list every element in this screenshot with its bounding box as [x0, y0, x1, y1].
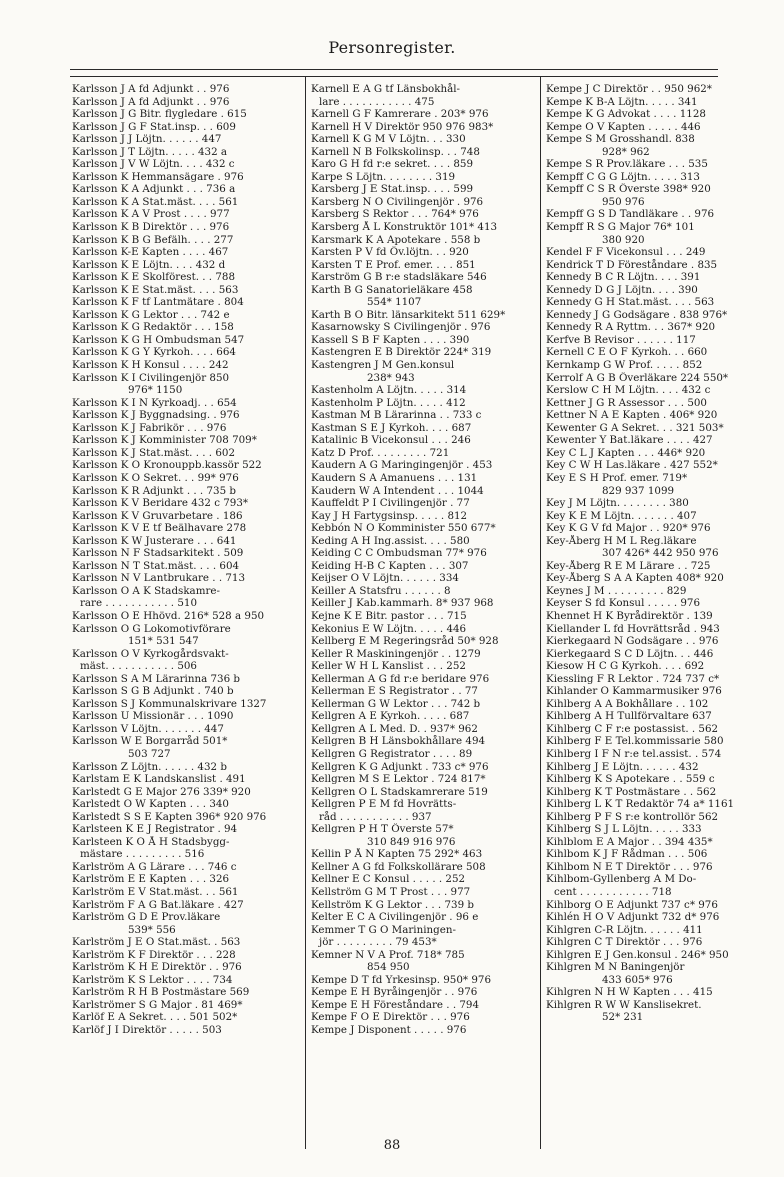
- register-entry: Karnell K G M V Löjtn. . . 330: [311, 133, 466, 146]
- register-entry: 380 920: [602, 233, 645, 246]
- register-entry: Kastman M B Lärarinna . . 733 c: [311, 409, 482, 422]
- register-entry: Kempe D T fd Yrkesinsp. 950* 976: [311, 973, 491, 986]
- register-entry: Karlsson K A Adjunkt . . . 736 a: [72, 183, 236, 196]
- register-entry: Karlsson K G Redaktör . . . 158: [72, 321, 234, 334]
- register-entry: Kempe K G Advokat . . . . 1128: [546, 108, 706, 121]
- register-entry: Kewenter Y Bat.läkare . . . . 427: [546, 434, 713, 447]
- register-entry: Karlsson K G H Ombudsman 547: [72, 333, 245, 346]
- register-entry: Kennedy D G J Löjtn. . . . 390: [546, 283, 698, 296]
- register-entry: Karlsson U Missionär . . . 1090: [72, 710, 234, 723]
- column-divider: [540, 76, 541, 1149]
- register-entry: Kastenholm P Löjtn. . . . . 412: [311, 396, 466, 409]
- register-entry: Karlstedt O W Kapten . . . 340: [72, 798, 229, 811]
- register-entry: Kellgren A L Med. D. . 937* 962: [311, 722, 478, 735]
- register-entry: Karlsson J J Löjtn. . . . . . 447: [72, 133, 222, 146]
- register-entry: Karlsson K-E Kapten . . . . 467: [72, 246, 229, 259]
- register-entry: Kernkamp G W Prof. . . . . 852: [546, 359, 703, 372]
- register-entry: Kihlberg C F r:e postassist. . 562: [546, 722, 719, 735]
- register-entry: Kihlbom N E T Direktör . . . 976: [546, 860, 713, 873]
- register-entry: Kellberg E M Regeringsråd 50* 928: [311, 635, 499, 648]
- register-entry: Karo G H fd r:e sekret. . . . 859: [311, 158, 474, 171]
- register-entry: Keyser S fd Konsul . . . . . 976: [546, 597, 701, 610]
- register-entry: Kennedy B C R Löjtn. . . . 391: [546, 271, 701, 284]
- register-entry: Kaudern W A Intendent . . . 1044: [311, 484, 484, 497]
- register-entry: Karlöf J I Direktör . . . . . 503: [72, 1024, 222, 1037]
- register-entry: Kewenter G A Sekret. . . 321 503*: [546, 421, 724, 434]
- register-entry: Kennedy G H Stat.mäst. . . . 563: [546, 296, 715, 309]
- register-entry: Karlstedt S S E Kapten 396* 920 976: [72, 810, 267, 823]
- register-entry: Kebbón N O Komminister 550 677*: [311, 522, 496, 535]
- register-entry: Karlsson Z Löjtn. . . . . . 432 b: [72, 760, 227, 773]
- register-entry: Kellgren B H Länsbokhållare 494: [311, 735, 486, 748]
- register-entry: Kiellander L fd Hovrättsråd . 943: [546, 622, 720, 635]
- register-entry: 539* 556: [128, 923, 176, 936]
- register-entry: Kempe O V Kapten . . . . . 446: [546, 120, 701, 133]
- register-entry: 307 426* 442 950 976: [602, 547, 719, 560]
- register-column-2: [311, 83, 537, 1037]
- register-entry: Karlsson K I N Kyrkoadj. . . 654: [72, 396, 237, 409]
- register-entry: 151* 531 547: [128, 635, 199, 648]
- register-entry: Karlsson K G Lektor . . . 742 e: [72, 308, 230, 321]
- register-entry: Kihlberg K S Apotekare . . 559 c: [546, 773, 715, 786]
- register-entry: Kihlgren R W W Kanslisekret.: [546, 998, 702, 1011]
- register-entry: Kihlberg L K T Redaktör 74 a* 1161: [546, 798, 735, 811]
- register-entry: Karlsson V Löjtn. . . . . . . 447: [72, 722, 224, 735]
- register-entry: Kaudern S A Amanuens . . . 131: [311, 471, 478, 484]
- register-entry: Kierkegaard S C D Löjtn. . . 446: [546, 647, 714, 660]
- register-entry: Keijser O V Löjtn. . . . . . 334: [311, 572, 459, 585]
- register-entry: 52* 231: [602, 1011, 644, 1024]
- register-entry: Kellerman A G fd r:e beridare 976: [311, 672, 490, 685]
- register-entry: Kassell S B F Kapten . . . . 390: [311, 333, 470, 346]
- register-entry: Kemner N V A Prof. 718* 785: [311, 948, 465, 961]
- register-entry: Karlsson K E Skolförest. . . 788: [72, 271, 236, 284]
- register-entry: Kelter E C A Civilingenjör . 96 e: [311, 911, 479, 924]
- register-entry: 433 605* 976: [602, 973, 673, 986]
- register-entry: Kastenholm A Löjtn. . . . . 314: [311, 384, 467, 397]
- register-entry: Kempff G S D Tandläkare . . 976: [546, 208, 715, 221]
- register-entry: Karlsson K A V Prost . . . . 977: [72, 208, 230, 221]
- register-entry: Karlsson N V Lantbrukare . . 713: [72, 572, 246, 585]
- register-entry: Karnell E A G tf Länsbokhål-: [311, 83, 461, 95]
- register-column-3: [546, 83, 778, 1024]
- register-entry: Karlsteen K E J Registrator . 94: [72, 823, 238, 836]
- register-entry: Kendel F F Vicekonsul . . . 249: [546, 246, 706, 259]
- register-entry: Kempe S M Grosshandl. 838: [546, 133, 695, 146]
- register-entry: Kastman S E J Kyrkoh. . . . 687: [311, 421, 472, 434]
- page-title: Personregister.: [328, 38, 456, 57]
- register-entry: Karlsson K A Stat.mäst. . . . 561: [72, 195, 239, 208]
- register-entry: Kellner A G fd Folkskollärare 508: [311, 860, 486, 873]
- register-entry: Kihlander O Kammarmusiker 976: [546, 685, 722, 698]
- register-entry: Kempe S R Prov.läkare . . . 535: [546, 158, 708, 171]
- register-entry: mästare . . . . . . . . . 516: [80, 848, 205, 861]
- register-entry: 829 937 1099: [602, 484, 675, 497]
- register-entry: Kempff C S R Överste 398* 920: [546, 183, 711, 196]
- register-entry: Kastengren E B Direktör 224* 319: [311, 346, 492, 359]
- register-entry: Keiller A Statsfru . . . . . . 8: [311, 584, 451, 597]
- register-entry: Karlström R H B Postmästare 569: [72, 986, 250, 999]
- register-entry: Kennedy R A Ryttm. . . 367* 920: [546, 321, 716, 334]
- register-entry: Kastengren J M Gen.konsul: [311, 359, 455, 372]
- register-entry: Khennet H K Byrådirektör . 139: [546, 609, 713, 622]
- register-entry: Kellgren M S E Lektor . 724 817*: [311, 773, 486, 786]
- register-entry: 928* 962: [602, 145, 650, 158]
- register-entry: Karlsson S J Kommunalskrivare 1327: [72, 697, 267, 710]
- register-entry: mäst. . . . . . . . . . . 506: [80, 660, 197, 673]
- register-entry: Kihlgren C T Direktör . . . 976: [546, 936, 703, 949]
- register-entry: Kernell C E O F Kyrkoh. . . 660: [546, 346, 708, 359]
- register-entry: Karlstam E K Landskanslist . 491: [72, 773, 246, 786]
- register-entry: Karlsson K B Direktör . . . 976: [72, 221, 230, 234]
- register-entry: Kellerman G W Lektor . . . 742 b: [311, 697, 481, 710]
- register-entry: Karpe S Löjtn. . . . . . . . 319: [311, 170, 456, 183]
- register-entry: Karlsson K R Adjunkt . . . 735 b: [72, 484, 237, 497]
- register-entry: Kierkegaard N Godsägare . . 976: [546, 635, 719, 648]
- register-entry: Kempe F O E Direktör . . . 976: [311, 1011, 470, 1024]
- register-entry: Kempff R S G Major 76* 101: [546, 221, 695, 234]
- register-entry: Kempff C G G Löjtn. . . . . 313: [546, 170, 700, 183]
- register-entry: Katalinic B Vicekonsul . . . 246: [311, 434, 471, 447]
- register-entry: Kihlberg A A Bokhållare . . 102: [546, 697, 709, 710]
- register-entry: Kihlberg P F S r:e kontrollör 562: [546, 810, 719, 823]
- register-entry: Keding A H Ing.assist. . . . 580: [311, 534, 470, 547]
- register-entry: Karlsson K B G Befälh. . . . 277: [72, 233, 234, 246]
- register-entry: Kempe E H Byråingenjör . . 976: [311, 986, 478, 999]
- register-entry: Key-Åberg H M L Reg.läkare: [546, 534, 697, 547]
- register-entry: Karlsson K V E tf Beälhavare 278: [72, 522, 247, 535]
- register-entry: Kettner J G R Assessor . . . 500: [546, 396, 707, 409]
- register-entry: Key K E M Löjtn. . . . . . . 407: [546, 509, 697, 522]
- register-entry: 950 976: [602, 195, 645, 208]
- register-entry: råd . . . . . . . . . . . 937: [319, 810, 432, 823]
- register-entry: Karlström A G Lärare . . . 746 c: [72, 860, 237, 873]
- register-entry: Karlström K S Lektor . . . . 734: [72, 973, 233, 986]
- register-entry: Kauffeldt P I Civilingenjör . 77: [311, 497, 470, 510]
- register-entry: Keller W H L Kanslist . . . 252: [311, 660, 466, 673]
- register-entry: Kellgren P H T Överste 57*: [311, 823, 454, 836]
- register-entry: Kempe J Disponent . . . . . 976: [311, 1024, 467, 1037]
- register-entry: Kiesow H C G Kyrkoh. . . . 692: [546, 660, 705, 673]
- register-entry: Karlström G D E Prov.läkare: [72, 911, 221, 924]
- register-entry: Karlsson K W Justerare . . . 641: [72, 534, 237, 547]
- register-entry: Karlsson K H Konsul . . . . 242: [72, 359, 229, 372]
- register-entry: Kerfve B Revisor . . . . . . 117: [546, 333, 696, 346]
- register-entry: Karlsson K E Löjtn. . . . 432 d: [72, 258, 226, 271]
- register-entry: Karlsson O E Hhövd. 216* 528 a 950: [72, 609, 265, 622]
- column-divider: [305, 76, 306, 1149]
- register-entry: Karlsson K J Byggnadsing. . 976: [72, 409, 240, 422]
- register-entry: Keller R Maskiningenjör . . 1279: [311, 647, 481, 660]
- register-entry: Kellström K G Lektor . . . 739 b: [311, 898, 475, 911]
- register-entry: Kihlborg O E Adjunkt 737 c* 976: [546, 898, 718, 911]
- register-entry: Karlström J E O Stat.mäst. . 563: [72, 936, 241, 949]
- register-entry: Karlström E E Kapten . . . 326: [72, 873, 230, 886]
- register-entry: Karlstedt G E Major 276 339* 920: [72, 785, 251, 798]
- register-entry: Karlsson K J Stat.mäst. . . . 602: [72, 446, 235, 459]
- register-entry: 854 950: [367, 961, 410, 974]
- register-entry: Kihlgren N H W Kapten . . . 415: [546, 986, 713, 999]
- register-entry: Karlströmer S G Major . 81 469*: [72, 998, 243, 1011]
- register-entry: Key C W H Las.läkare . 427 552*: [546, 459, 718, 472]
- register-entry: Karlsson K Hemmansägare . 976: [72, 170, 244, 183]
- register-entry: Kellner E C Konsul . . . . . 252: [311, 873, 466, 886]
- register-entry: Kihlén H O V Adjunkt 732 d* 976: [546, 911, 720, 924]
- register-entry: Karlsson O V Kyrkogårdsvakt-: [72, 647, 229, 660]
- register-entry: Kellin P Å N Kapten 75 292* 463: [311, 848, 483, 861]
- register-entry: Karsberg J E Stat.insp. . . . 599: [311, 183, 474, 196]
- register-entry: Kihlberg K T Postmästare . . 562: [546, 785, 717, 798]
- register-entry: Karlsteen K O Å H Stadsbygg-: [72, 835, 230, 848]
- register-entry: Karlsson J G F Stat.insp. . . 609: [72, 120, 236, 133]
- register-entry: Kihlgren E J Gen.konsul . 246* 950: [546, 948, 729, 961]
- header-rule-top: [70, 69, 718, 70]
- register-entry: Karlsson K J Fabrikör . . . 976: [72, 421, 227, 434]
- register-entry: Karlsson K I Civilingenjör 850: [72, 371, 230, 384]
- register-entry: Katz D Prof. . . . . . . . . 721: [311, 446, 450, 459]
- register-entry: Kihlberg A H Tullförvaltare 637: [546, 710, 712, 723]
- register-entry: Karlsson K E Stat.mäst. . . . 563: [72, 283, 239, 296]
- register-entry: Kellerman E S Registrator . . 77: [311, 685, 478, 698]
- register-entry: Kay J H Fartygsinsp. . . . . 812: [311, 509, 468, 522]
- register-entry: Karlsson K F tf Lantmätare . 804: [72, 296, 244, 309]
- register-entry: Keiller J Kab.kammarh. 8* 937 968: [311, 597, 494, 610]
- register-entry: Kihlberg J E Löjtn. . . . . . 432: [546, 760, 699, 773]
- register-entry: Kejne K E Bitr. pastor . . . 715: [311, 609, 467, 622]
- register-entry: Karlström K H E Direktör . . 976: [72, 961, 242, 974]
- register-entry: rare . . . . . . . . . . . 510: [80, 597, 198, 610]
- register-entry: Key C L J Kapten . . . 446* 920: [546, 446, 706, 459]
- register-entry: Karlsson J T Löjtn. . . . . 432 a: [72, 145, 228, 158]
- register-entry: jör . . . . . . . . . 79 453*: [319, 936, 437, 949]
- register-entry: Karlström F A G Bat.läkare . 427: [72, 898, 244, 911]
- register-entry: Karsten T E Prof. emer. . . . 851: [311, 258, 476, 271]
- register-entry: Kihlgren M N Baningenjör: [546, 961, 685, 974]
- register-entry: Kempe J C Direktör . . 950 962*: [546, 83, 712, 95]
- register-entry: Karth B O Bitr. länsarkitekt 511 629*: [311, 308, 506, 321]
- register-entry: Karlsson J A fd Adjunkt . . 976: [72, 95, 230, 108]
- register-entry: Kihlberg F E Tel.kommissarie 580: [546, 735, 724, 748]
- register-entry: Kellström G M T Prost . . . 977: [311, 886, 471, 898]
- register-entry: Kihlberg I F N r:e tel.assist. . 574: [546, 747, 722, 760]
- header-rule-bottom: [70, 76, 718, 77]
- register-entry: Keiding H-B C Kapten . . . 307: [311, 559, 469, 572]
- register-entry: cent . . . . . . . . . . . 718: [554, 886, 672, 898]
- register-entry: Keiding C C Ombudsman 77* 976: [311, 547, 487, 560]
- register-entry: Karlström K F Direktör . . . 228: [72, 948, 236, 961]
- register-entry: Karlsson W E Borgarråd 501*: [72, 735, 228, 748]
- register-entry: Karlsson O G Lokomotivförare: [72, 622, 231, 635]
- register-entry: Kettner N A E Kapten . 406* 920: [546, 409, 718, 422]
- register-entry: Key-Åberg S A A Kapten 408* 920: [546, 572, 724, 585]
- register-entry: 554* 1107: [367, 296, 422, 309]
- register-entry: Key-Åberg R E M Lärare . . 725: [546, 559, 711, 572]
- register-entry: Karnell G F Kamrerare . 203* 976: [311, 108, 489, 121]
- register-entry: Karlsson N T Stat.mäst. . . . 604: [72, 559, 240, 572]
- register-entry: Kennedy J G Godsägare . 838 976*: [546, 308, 728, 321]
- register-entry: Key K G V fd Major . . 920* 976: [546, 522, 711, 535]
- register-entry: Key J M Löjtn. . . . . . . . 380: [546, 497, 689, 510]
- register-entry: Karth B G Sanatorieläkare 458: [311, 283, 473, 296]
- register-entry: Karnell H V Direktör 950 976 983*: [311, 120, 494, 133]
- register-entry: Kihlberg S J L Löjtn. . . . . 333: [546, 823, 702, 836]
- register-entry: Karlsson J G Bitr. flygledare . 615: [72, 108, 247, 121]
- register-entry: Karlsson O A K Stadskamre-: [72, 584, 220, 597]
- register-entry: Kellgren G Registrator . . . . 89: [311, 747, 473, 760]
- register-entry: Karlsson K J Komminister 708 709*: [72, 434, 257, 447]
- register-entry: Kerrolf A G B Överläkare 224 550*: [546, 371, 729, 384]
- page-number: 88: [383, 1138, 401, 1153]
- register-entry: Kendrick T D Föreståndare . 835: [546, 258, 718, 271]
- register-entry: Karlsson K V Gruvarbetare . 186: [72, 509, 243, 522]
- register-entry: Kerslow C H M Löjtn. . . . 432 c: [546, 384, 711, 397]
- register-entry: Key E S H Prof. emer. 719*: [546, 471, 688, 484]
- register-column-1: [72, 83, 303, 1037]
- register-entry: Kiessling F R Lektor . 724 737 c*: [546, 672, 720, 685]
- register-entry: Karlsson K V Beridare 432 c 793*: [72, 497, 249, 510]
- register-entry: Keynes J M . . . . . . . . . 829: [546, 584, 687, 597]
- register-entry: Kellgren P E M fd Hovrätts-: [311, 798, 457, 811]
- register-entry: Karlsson K O Kronouppb.kassör 522: [72, 459, 262, 472]
- register-entry: 310 849 916 976: [367, 835, 456, 848]
- register-entry: Kasarnowsky S Civilingenjör . 976: [311, 321, 491, 334]
- register-entry: Kellgren O L Stadskamrerare 519: [311, 785, 488, 798]
- register-entry: Kemmer T G O Mariningen-: [311, 923, 456, 936]
- register-entry: Karsberg N O Civilingenjör . 976: [311, 195, 484, 208]
- register-entry: Karlöf E A Sekret. . . . 501 502*: [72, 1011, 238, 1024]
- register-entry: Karsberg Å L Konstruktör 101* 413: [311, 221, 498, 234]
- register-entry: Karsmark K A Apotekare . 558 b: [311, 233, 481, 246]
- register-entry: Karsberg S Rektor . . . 764* 976: [311, 208, 479, 221]
- register-entry: Karlsson S G B Adjunkt . 740 b: [72, 685, 234, 698]
- register-entry: Kaudern A G Maringingenjör . 453: [311, 459, 493, 472]
- register-entry: Kekonius E W Löjtn. . . . . 446: [311, 622, 467, 635]
- register-entry: Karlsson K G Y Kyrkoh. . . . 664: [72, 346, 236, 359]
- register-entry: Kihlgren C-R Löjtn. . . . . . 411: [546, 923, 703, 936]
- register-entry: Karström G B r:e stadsläkare 546: [311, 271, 487, 284]
- register-entry: Kellgren A E Kyrkoh. . . . . 687: [311, 710, 470, 723]
- register-entry: Kellgren K G Adjunkt . 733 c* 976: [311, 760, 489, 773]
- register-entry: Karlsson J V W Löjtn. . . . 432 c: [72, 158, 235, 171]
- register-entry: lare . . . . . . . . . . . 475: [319, 95, 435, 108]
- register-entry: Karlsson K O Sekret. . . 99* 976: [72, 471, 239, 484]
- register-entry: Kempe K B-A Löjtn. . . . . 341: [546, 95, 698, 108]
- register-entry: 976* 1150: [128, 384, 183, 397]
- register-entry: Karlsson J A fd Adjunkt . . 976: [72, 83, 230, 95]
- register-entry: Karlström E V Stat.mäst. . . 561: [72, 886, 239, 898]
- register-entry: Karlsson S A M Lärarinna 736 b: [72, 672, 241, 685]
- register-entry: Karsten P V fd Öv.löjtn. . . 920: [311, 246, 469, 259]
- register-entry: Kihlblom E A Major . . 394 435*: [546, 835, 713, 848]
- register-entry: Karnell N B Folkskolinsp. . . 748: [311, 145, 480, 158]
- register-entry: Karlsson N F Stadsarkitekt . 509: [72, 547, 244, 560]
- register-entry: Kihlbom K J F Rådman . . . 506: [546, 848, 708, 861]
- register-entry: 503 727: [128, 747, 171, 760]
- register-entry: Kempe E H Föreståndare . . 794: [311, 998, 480, 1011]
- register-entry: Kihlbom-Gyllenberg A M Do-: [546, 873, 697, 886]
- register-entry: 238* 943: [367, 371, 415, 384]
